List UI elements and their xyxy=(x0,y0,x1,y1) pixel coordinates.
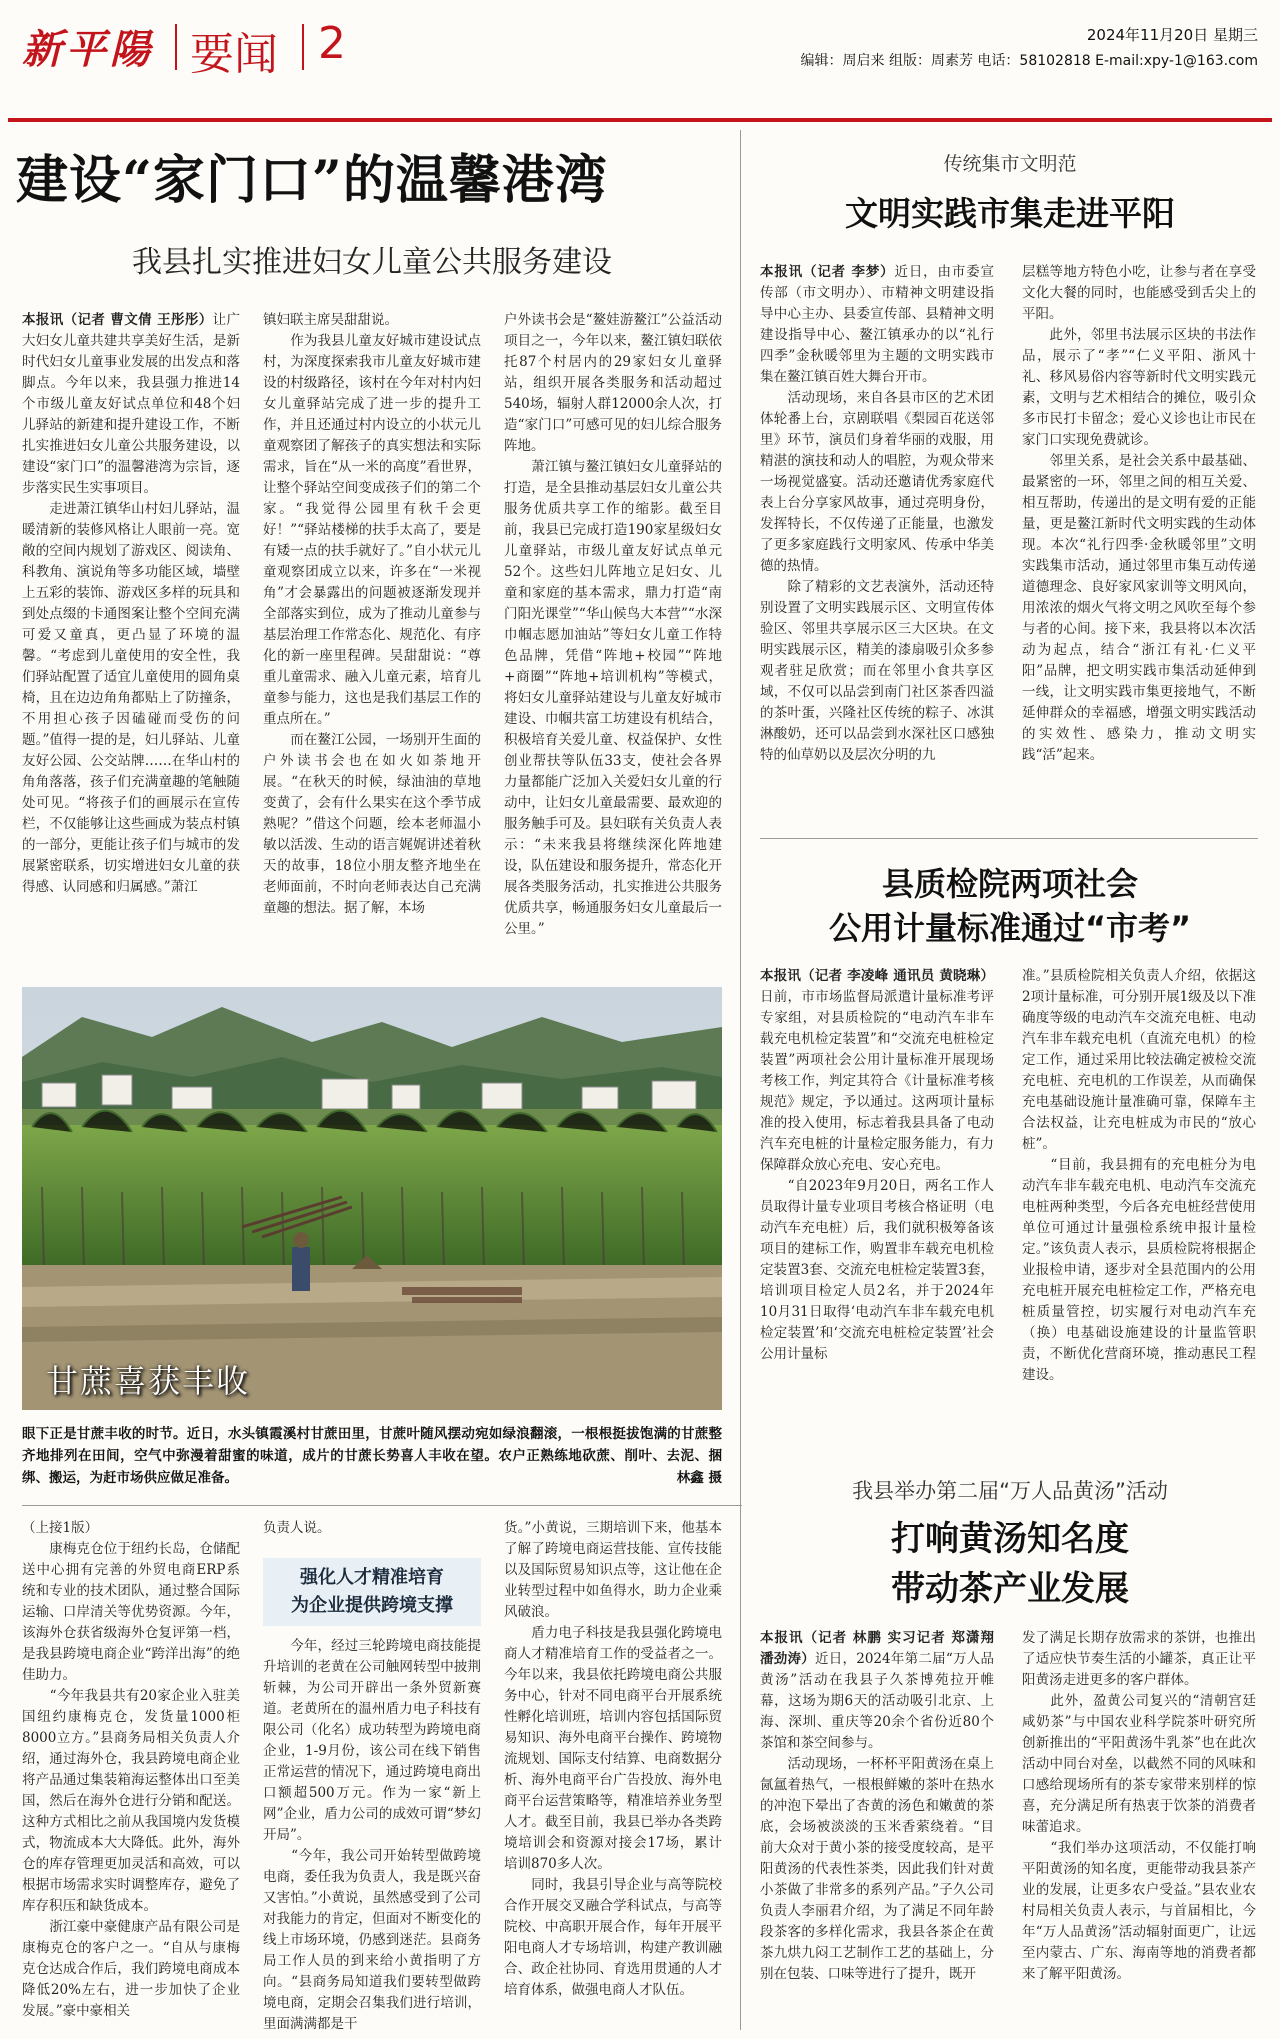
export-body-col1: （上接1版） 康梅克仓位于纽约长岛，仓储配送中心拥有完善的外贸电商ERP系统和专业的技术团队，通过整合国际运输、口岸清关等优势资源。今年，该海外仓获省级海外仓复评第一档，是我县跨境电商企业“跨洋出海”的绝佳助力。 “今年我县共有20家企业入驻美国纽约康梅克仓，发货量1000柜8000立方。”县商务局相关负责人介绍，通过海外仓，我县跨境电商企业将产品通过集装箱海运整体出口至美国，然后在海外仓进行分销和配送。这种方式相比之前从我国境内发货模式，物流成本大大降低。此外，海外仓的库存管理更加灵活和高效，可以根据市场需求实时调整库存，避免了库存积压和缺货成本。 浙江豪中豪健康产品有限公司是康梅克仓的客户之一。“自从与康梅克仓达成合作后，我们跨境电商成本降低20%左右，进一步加快了企业发展。”豪中豪相关 xyxy=(22,1520,240,2019)
masthead xyxy=(0,0,1280,118)
photo-overlay-title: 甘蔗喜获丰收 xyxy=(46,1362,251,1400)
editor-info: 编辑：周启来 组版：周素芳 电话：58102818 E-mail:xpy-1@163.com xyxy=(800,53,1258,69)
tea-body-col2: 发了满足长期存放需求的茶饼，也推出了适应快节奏生活的小罐茶，真正让平阳黄汤走进更多的客户群体。 此外，盈黄公司复兴的“清朝宫廷咸奶茶”与中国农业科学院茶叶研究所创新推出的“平阳黄汤牛乳茶”也在此次活动中同台对垒，以截然不同的风味和口感给现场所有的茶专家带来别样的惊喜，充分满足所有热衷于饮茶的消费者味蕾追求。 “我们举办这项活动，不仅能打响平阳黄汤的知名度，更能带动我县茶产业的发展，让更多农户受益。”县农业农村局相关负责人表示，与首届相比，今年“万人品黄汤”活动辐射面更广，让远至内蒙古、广东、海南等地的消费者都来了解平阳黄汤。 xyxy=(1022,1630,1256,1982)
lead-subheadline: 我县扎实推进妇女儿童公共服务建设 xyxy=(132,245,612,280)
newspaper-logo: 新平陽 xyxy=(22,26,154,73)
lead-body-col3: 户外读书会是“鳌娃游鳌江”公益活动项目之一，今年以来，鳌江镇妇联依托87个村居内的29家妇女儿童驿站，组织开展各类服务和活动超过540场，辐射人群12000余人次，打造“家门口”可感可见的妇儿综合服务阵地。 萧江镇与鳌江镇妇女儿童驿站的打造，是全县推动基层妇女儿童公共服务优质共享工作的缩影。截至目前，我县已完成打造190家星级妇女儿童驿站，市级儿童友好试点单元52个。这些妇儿阵地立足妇女、儿童和家庭的基本需求，鼎力打造“南门阳光课堂”“华山候鸟大本营”“水深巾帼志愿加油站”等妇女儿童工作特色品牌，凭借“阵地+校园”“阵地+商圈”“阵地+培训机构”等模式，将妇女儿童驿站建设与儿童友好城市建设、巾帼共富工坊建设有机结合，积极培育关爱儿童、权益保护、女性创业帮扶等队伍33支，使社会各界力量都能广泛加入关爱妇女儿童的行动中，让妇女儿童最需要、最欢迎的服务触手可及。县妇联有关负责人表示：“未来我县将继续深化阵地建设，队伍建设和服务提升，常态化开展各类服务活动，扎实推进公共服务优质共享，畅通服务妇女儿童最后一公里。” xyxy=(504,312,722,937)
export-subhead-box xyxy=(263,1558,481,1626)
standard-headline-line2: 公用计量标准通过“市考” xyxy=(828,909,1192,947)
masthead-divider xyxy=(175,24,177,70)
lead-headline: 建设“家门口”的温馨港湾 xyxy=(16,150,608,211)
export-body-col3: 货。”小黄说，三期培训下来，他基本了解了跨境电商运营技能、宣传技能以及国际贸易知识点等，这让他在企业转型过程中如鱼得水，助力企业乘风破浪。 盾力电子科技是我县强化跨境电商人才精准培育工作的受益者之一。今年以来，我县依托跨境电商公共服务中心，针对不同电商平台开展系统性孵化培训班，培训内容包括国际贸易知识、海外电商平台操作、跨境物流规划、国际支付结算、电商数据分析、海外电商平台广告投放、海外电商平台运营策略等，精准培养业务型人才。截至目前，我县已举办各类跨境培训会和资源对接会17场，累计培训870多人次。 同时，我县引导企业与高等院校合作开展交叉融合学科试点，与高等院校、中高职开展合作，每年开展平阳电商人才专场培训，构建产教训融合、政企社协同、育选用贯通的人才培育体系，做强电商人才队伍。 xyxy=(504,1520,722,1998)
market-headline: 文明实践市集走进平阳 xyxy=(845,194,1175,233)
tea-headline-line2: 带动茶产业发展 xyxy=(891,1569,1129,1609)
lead-body-col2: 镇妇联主席吴甜甜说。 作为我县儿童友好城市建设试点村，为深度探索我市儿童友好城市建设的村级路径，该村在今年对村内妇女儿童驿站完成了进一步的提升工作，并且还通过村内设立的小状元儿童观察团了解孩子的真实想法和实际需求，旨在“从一米的高度”看世界，让整个驿站空间变成孩子们的第二个家。“我觉得公园里有秋千会更好！”“驿站楼梯的扶手太高了，要是有矮一点的扶手就好了。”自小状元儿童观察团成立以来，许多在“一米视角”才会暴露出的问题被逐渐发现并全部落实到位，成为了推动儿童参与基层治理工作常态化、规范化、有序化的新一座里程碑。吴甜甜说：“尊重儿童需求、融入儿童元素，培育儿童参与能力，这也是我们基层工作的重点所在。” 而在鳌江公园，一场别开生面的户外读书会也在如火如荼地开展。“在秋天的时候，绿油油的草地变黄了，会有什么果实在这个季节成熟呢？”借这个问题，绘本老师温小敏以活泼、生动的语言娓娓讲述着秋天的故事，18位小朋友整齐地坐在老师面前，不时向老师表达自己充满童趣的想法。据了解，本场 xyxy=(263,312,481,916)
export-body-col2: 今年，经过三轮跨境电商技能提升培训的老黄在公司触网转型中披荆斩棘，为公司开辟出一条外贸新赛道。老黄所在的温州盾力电子科技有限公司（化名）成功转型为跨境电商企业，1-9月份，该公司在线下销售正常运营的情况下，通过跨境电商出口额超500万元。作为一家“新上网”企业，盾力公司的成效可谓“梦幻开局”。 “今年，我公司开始转型做跨境电商，委任我为负责人，我是既兴奋又害怕。”小黄说，虽然感受到了公司对我能力的肯定，但面对不断变化的线上市场环境，仍感到迷茫。县商务局工作人员的到来给小黄指明了方向。“县商务局知道我们要转型做跨境电商，定期会召集我们进行培训，里面满满都是干 xyxy=(263,1638,481,2032)
export-subhead-line2: 为企业提供跨境支撑 xyxy=(291,1595,453,1616)
photo-credit: 林鑫 摄 xyxy=(676,1470,722,1486)
standard-body-col1: 本报讯（记者 李凌峰 通讯员 黄晓琳）日前，市市场监督局派遣计量标准考评专家组，对县质检院的“电动汽车非车载充电机检定装置”和“交流充电桩检定装置”两项社会公用计量标准开展现场考核工作，判定其符合《计量标准考核规范》规定，予以通过。这两项计量标准的投入使用，标志着我县具备了电动汽车充电桩的计量检定服务能力，有力保障群众放心充电、安心充电。 “自2023年9月20日，两名工作人员取得计量专业项目考核合格证明（电动汽车充电桩）后，我们就积极筹备该项目的建标工作，购置非车载充电机检定装置3套、交流充电桩检定装置3套，培训项目检定人员2名，并于2024年10月31日取得‘电动汽车非车载充电机检定装置’和‘交流充电桩检定装置’社会公用计量标 xyxy=(760,968,994,1362)
export-body-col2-top: 负责人说。 xyxy=(263,1520,331,1536)
tea-body-col1: 本报讯（记者 林鹏 实习记者 郑潇翔 潘劲涛）近日，2024年第二届“万人品黄汤”活动在我县子久茶博苑拉开帷幕，这场为期6天的活动吸引北京、上海、深圳、重庆等20余个省份近80个茶馆和茶空间参与。 活动现场，一杯杯平阳黄汤在桌上氤氲着热气，一根根鲜嫩的茶叶在热水的冲泡下晕出了杏黄的汤色和嫩黄的茶底，会场被淡淡的玉米香萦绕着。“目前大众对于黄小茶的接受度较高，是平阳黄汤的代表性茶类，因此我们针对黄小茶做了非常多的系列产品。”子久公司负责人李丽君介绍，为了满足不同年龄段茶客的多样化需求，我县各茶企在黄茶九烘九闷工艺制作工艺的基础上，分别在包装、口味等进行了提升，既开 xyxy=(760,1630,994,1982)
export-subhead-line1: 强化人才精准培育 xyxy=(300,1567,444,1588)
market-body-col2: 层糕等地方特色小吃，让参与者在享受文化大餐的同时，也能感受到舌尖上的平阳。 此外，邻里书法展示区块的书法作品，展示了“孝”“仁义平阳、浙风十礼、移风易俗内容等新时代文明实践元素，文明与艺术相结合的摊位，吸引众多市民打卡留念；爱心义诊也让市民在家门口实现免费就诊。 邻里关系，是社会关系中最基础、最紧密的一环，邻里之间的相互关爱、相互帮助，传递出的是文明有爱的正能量，更是鳌江新时代文明实践的生动体现。本次“礼行四季·金秋暖邻里”文明实践集市活动，通过邻里市集互动传递道德理念、良好家风家训等文明风向，用浓浓的烟火气将文明之风吹至每个参与者的心间。接下来，我县将以本次活动为起点，结合“浙江有礼·仁义平阳”品牌，把文明实践市集活动延伸到一线，让文明实践市集更接地气，不断延伸群众的幸福感，增强文明实践活动的实效性、感染力，推动文明实践“活”起来。 xyxy=(1022,264,1256,763)
lead-body-col1: 本报讯（记者 曹文倩 王彤彤）让广大妇女儿童共建共享美好生活，是新时代妇女儿童事业发展的出发点和落脚点。今年以来，我县强力推进14个市级儿童友好试点单位和48个妇儿驿站的新建和提升建设工作，不断扎实推进妇女儿童公共服务建设，以建设“家门口”的温馨港湾为宗旨，逐步落实民生实事项目。 走进萧江镇华山村妇儿驿站，温暖清新的装修风格让人眼前一亮。宽敞的空间内规划了游戏区、阅读角、科教角、演说角等多功能区域，墙壁上五彩的装饰、游戏区多样的玩具和到处点缀的卡通图案让整个空间充满可爱又童真，更凸显了环境的温馨。“考虑到儿童使用的安全性，我们驿站配置了适宜儿童使用的圆角桌椅，且在边边角角都贴上了防撞条，不用担心孩子因磕碰而受伤的问题。”值得一提的是，妇儿驿站、儿童友好公园、公交站牌……在华山村的角角落落，孩子们充满童趣的笔触随处可见。“将孩子们的画展示在宣传栏，不仅能够让这些画成为装点村镇的一部分，更能让孩子们与城市的发展紧密联系，切实增进妇女儿童的获得感、认同感和归属感。”萧江 xyxy=(22,312,240,895)
column-divider xyxy=(740,130,741,1505)
tea-headline-line1: 打响黄汤知名度 xyxy=(891,1519,1129,1559)
masthead-divider xyxy=(302,24,304,70)
section-rule xyxy=(760,838,1258,839)
issue-date: 2024年11月20日 星期三 xyxy=(1086,26,1258,44)
sugarcane-photo xyxy=(22,987,722,1410)
standard-body-col2: 准。”县质检院相关负责人介绍，依据这2项计量标准，可分别开展1级及以下准确度等级的电动汽车交流充电桩、电动汽车非车载充电机（直流充电机）的检定工作，通过采用比较法确定被检交流充电桩、充电机的工作误差，从而确保充电基础设施计量准确可靠，保障车主合法权益，让充电桩成为市民的“放心桩”。 “目前，我县拥有的充电桩分为电动汽车非车载充电机、电动汽车交流充电桩两种类型，今后各充电桩经营使用单位可通过计量强检系统申报计量检定。”该负责人表示，县质检院将根据企业报检申请，逐步对全县范围内的公用充电桩开展充电桩检定工作，严格充电桩质量管控，切实履行对电动汽车充（换）电基础设施建设的计量监管职责，不断优化营商环境，推动惠民工程建设。 xyxy=(1022,968,1256,1383)
page-number: 2 xyxy=(318,18,346,69)
photo-caption-text: 眼下正是甘蔗丰收的时节。近日，水头镇霞溪村甘蔗田里，甘蔗叶随风摆动宛如绿浪翻滚，一根根挺拔饱满的甘蔗整齐地排列在田间，空气中弥漫着甜蜜的味道，成片的甘蔗长势喜人丰收在望。农户正熟练地砍蔗、削叶、去泥、捆绑、搬运，为赶市场供应做足准备。 xyxy=(22,1426,722,1486)
tea-kicker: 我县举办第二届“万人品黄汤”活动 xyxy=(852,1479,1168,1503)
standard-headline-line1: 县质检院两项社会 xyxy=(881,865,1138,903)
page-rule xyxy=(22,1505,742,1506)
section-name: 要闻 xyxy=(190,29,278,80)
column-divider xyxy=(740,1505,741,2030)
photo-caption xyxy=(22,1423,722,1489)
market-kicker: 传统集市文明范 xyxy=(943,153,1077,175)
market-body-col1: 本报讯（记者 李梦）近日，由市委宣传部（市文明办）、市精神文明建设指导中心主办、县委宣传部、县精神文明建设指导中心、鳌江镇承办的以“礼行四季”金秋暖邻里为主题的文明实践市集在鳌江镇百姓大舞台开市。 活动现场，来自各县市区的艺术团体轮番上台，京剧联唱《梨园百花送邻里》环节，演员们身着华丽的戏服，用精湛的演技和动人的唱腔，为观众带来一场视觉盛宴。活动还邀请优秀家庭代表上台分享家风故事，通过亮明身份，发挥特长，不仅传递了正能量，也激发了更多家庭践行文明家风、传承中华美德的热情。 除了精彩的文艺表演外，活动还特别设置了文明实践展示区、文明宣传体验区、邻里共享展示区三大区块。在文明实践展示区，精美的漆扇吸引众多参观者驻足欣赏；而在邻里小食共享区域，不仅可以品尝到南门社区茶香四溢的茶叶蛋，兴隆社区传统的粽子、冰淇淋酸奶，还可以品尝到水深社区口感独特的仙草奶以及层次分明的九 xyxy=(760,264,994,763)
masthead-rule xyxy=(8,118,1272,122)
